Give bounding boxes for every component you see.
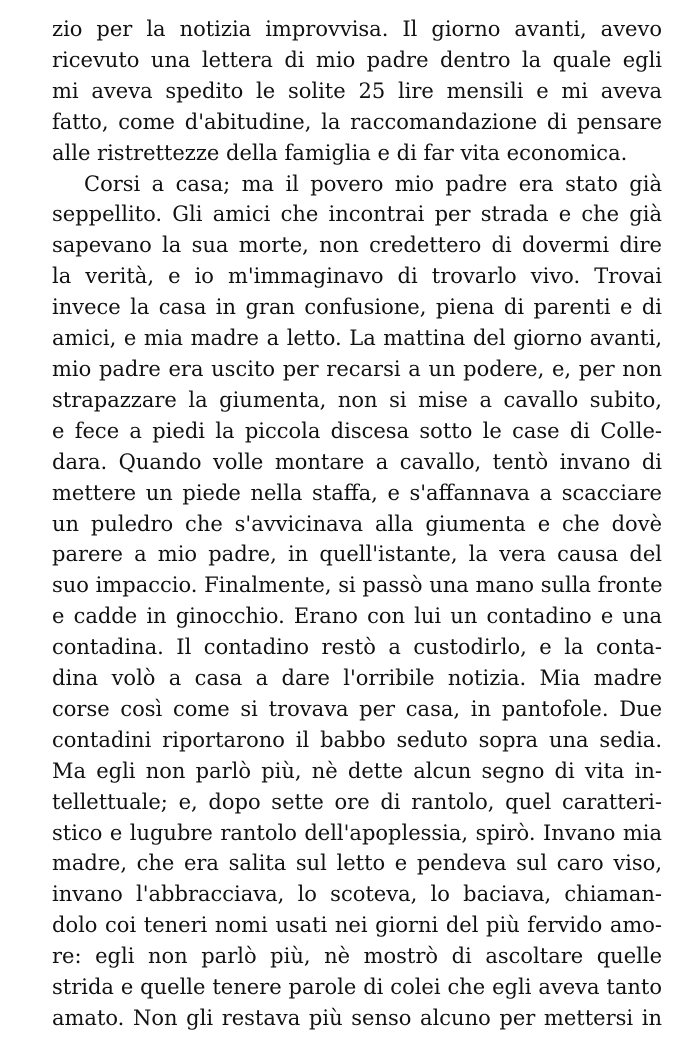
text-line: seppellito. Gli amici che incontrai per strada e che già <box>52 202 662 227</box>
text-line: mettere un piede nella staffa, e s'affannava a scacciare <box>52 480 662 505</box>
text-line: dolo coi teneri nomi usati nei giorni del più fervido amo- <box>52 913 662 938</box>
text-line: zio per la notizia improvvisa. Il giorno avanti, avevo <box>52 17 662 41</box>
text-line: invano l'abbracciava, lo scoteva, lo baciava, chiaman- <box>52 882 662 907</box>
text-line: mi aveva spedito le solite 25 lire mensili e mi aveva <box>52 78 662 103</box>
text-line: la verità, e io m'immaginavo di trovarlo vivo. Trovai <box>52 264 662 289</box>
text-line: invece la casa in gran confusione, piena di parenti e di <box>52 295 662 320</box>
text-line: e cadde in ginocchio. Erano con lui un contadino e una <box>52 604 662 629</box>
text-line: strida e quelle tenere parole di colei che egli aveva tanto <box>52 975 662 1000</box>
text-line: Corsi a casa; ma il povero mio padre era stato già <box>84 171 662 196</box>
text-line: madre, che era salita sul letto e pendeva sul caro viso, <box>52 851 662 876</box>
text-line: suo impaccio. Finalmente, si passò una mano sulla fronte <box>52 573 663 598</box>
text-line: contadina. Il contadino restò a custodirlo, e la conta- <box>52 635 662 660</box>
text-line: alle ristrettezze della famiglia e di far vita economica. <box>52 140 628 165</box>
text-line: parere a mio padre, in quell'istante, la vera causa del <box>52 542 662 567</box>
text-line: fatto, come d'abitudine, la raccomandazione di pensare <box>52 109 662 134</box>
text-line: dara. Quando volle montare a cavallo, tentò invano di <box>52 449 662 474</box>
text-line: strapazzare la giumenta, non si mise a cavallo subito, <box>52 387 662 412</box>
text-line: contadini riportarono il babbo seduto sopra una sedia. <box>52 727 662 752</box>
body-text <box>52 14 662 1034</box>
text-line: re: egli non parlò più, nè mostrò di ascoltare quelle <box>52 944 662 969</box>
text-line: tellettuale; e, dopo sette ore di rantolo, quel caratteri- <box>52 789 662 814</box>
text-line: dina volò a casa a dare l'orribile notizia. Mia madre <box>52 666 662 691</box>
text-line: ricevuto una lettera di mio padre dentro la quale egli <box>52 47 662 72</box>
text-line: Ma egli non parlò più, nè dette alcun segno di vita in- <box>52 758 662 783</box>
text-line: sapevano la sua morte, non credettero di dovermi dire <box>52 233 662 258</box>
text-line: corse così come si trovava per casa, in pantofole. Due <box>52 696 662 721</box>
text-line: amato. Non gli restava più senso alcuno per mettersi in <box>52 1006 662 1030</box>
text-line: e fece a piedi la piccola discesa sotto le case di Colle- <box>52 418 662 443</box>
text-line: mio padre era uscito per recarsi a un podere, e, per non <box>52 356 662 381</box>
text-line: un puledro che s'avvicinava alla giumenta e che dovè <box>52 511 662 536</box>
text-line: stico e lugubre rantolo dell'apoplessia, spirò. Invano mia <box>52 820 662 845</box>
text-line: amici, e mia madre a letto. La mattina del giorno avanti, <box>52 326 662 351</box>
